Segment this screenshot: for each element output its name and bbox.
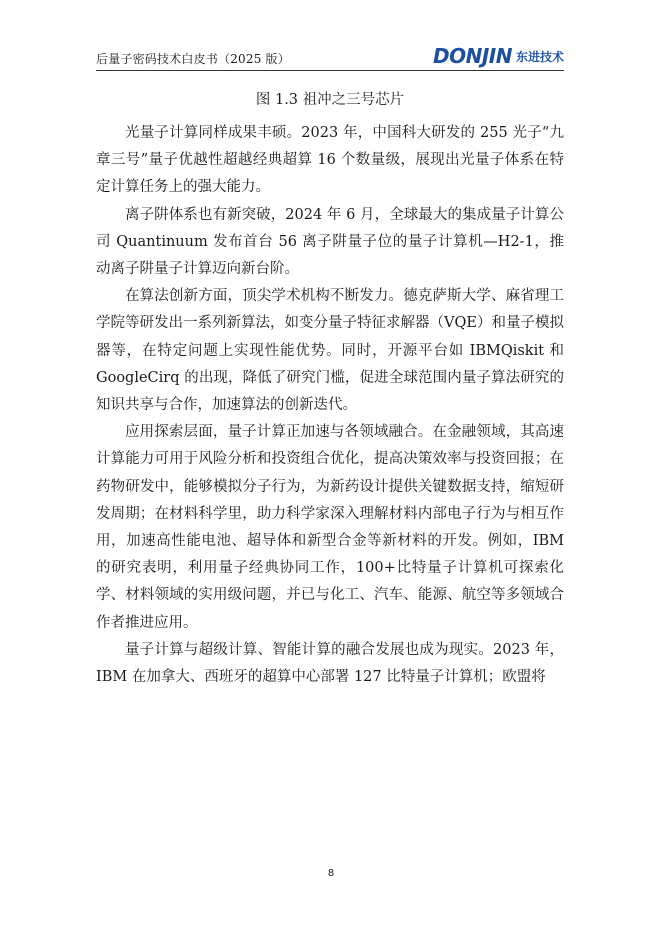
donjin-logo — [433, 44, 564, 68]
header-divider — [96, 70, 564, 71]
paragraph: 在算法创新方面，顶尖学术机构不断发力。德克萨斯大学、麻省理工学院等研发出一系列新算法，如变分量子特征求解器（VQE）和量子模拟器等，在特定问题上实现性能优势。同时，开源平台如 IBMQiskit 和 GoogleCirq 的出现，降低了研究门槛，促进全球范围内量子算法研究的知识共享与合作，加速算法的创新迭代。 — [96, 288, 564, 414]
logo-chinese-name: 东进技术 — [515, 49, 564, 64]
page-number: 8 — [327, 868, 335, 879]
paragraph: 光量子计算同样成果丰硕。2023 年，中国科大研发的 255 光子“九章三号”量子优越性超越经典超算 16 个数量级，展现出光量子体系在特定计算任务上的强大能力。 — [96, 125, 564, 196]
paragraph: 离子阱体系也有新突破，2024 年 6 月，全球最大的集成量子计算公司 Quantinuum 发布首台 56 离子阱量子位的量子计算机—H2-1，推动离子阱量子计算迈向新台阶。 — [96, 206, 564, 278]
figure-caption: 图 1.3 祖冲之三号芯片 — [255, 92, 405, 108]
body-text — [96, 120, 564, 691]
logo-wordmark: DONJIN — [433, 44, 512, 68]
paragraph: 应用探索层面，量子计算正加速与各领域融合。在金融领域，其高速计算能力可用于风险分析和投资组合优化，提高决策效率与投资回报；在药物研发中，能够模拟分子行为，为新药设计提供关键数据支持，缩短研发周期；在材料科学里，助力科学家深入理解材料内部电子行为与相互作用，加速高性能电池、超导体和新型合金等新材料的开发。例如，IBM 的研究表明，利用量子经典协同工作，100+比特量子计算机可探索化学、材料领域的实用级问题，并已与化工、汽车、能源、航空等多领域合作者推进应用。 — [96, 424, 564, 631]
paragraph: 量子计算与超级计算、智能计算的融合发展也成为现实。2023 年，IBM 在加拿大、西班牙的超算中心部署 127 比特量子计算机；欧盟将 — [96, 641, 564, 686]
page-header — [96, 44, 564, 70]
document-title: 后量子密码技术白皮书（2025 版） — [96, 52, 290, 66]
